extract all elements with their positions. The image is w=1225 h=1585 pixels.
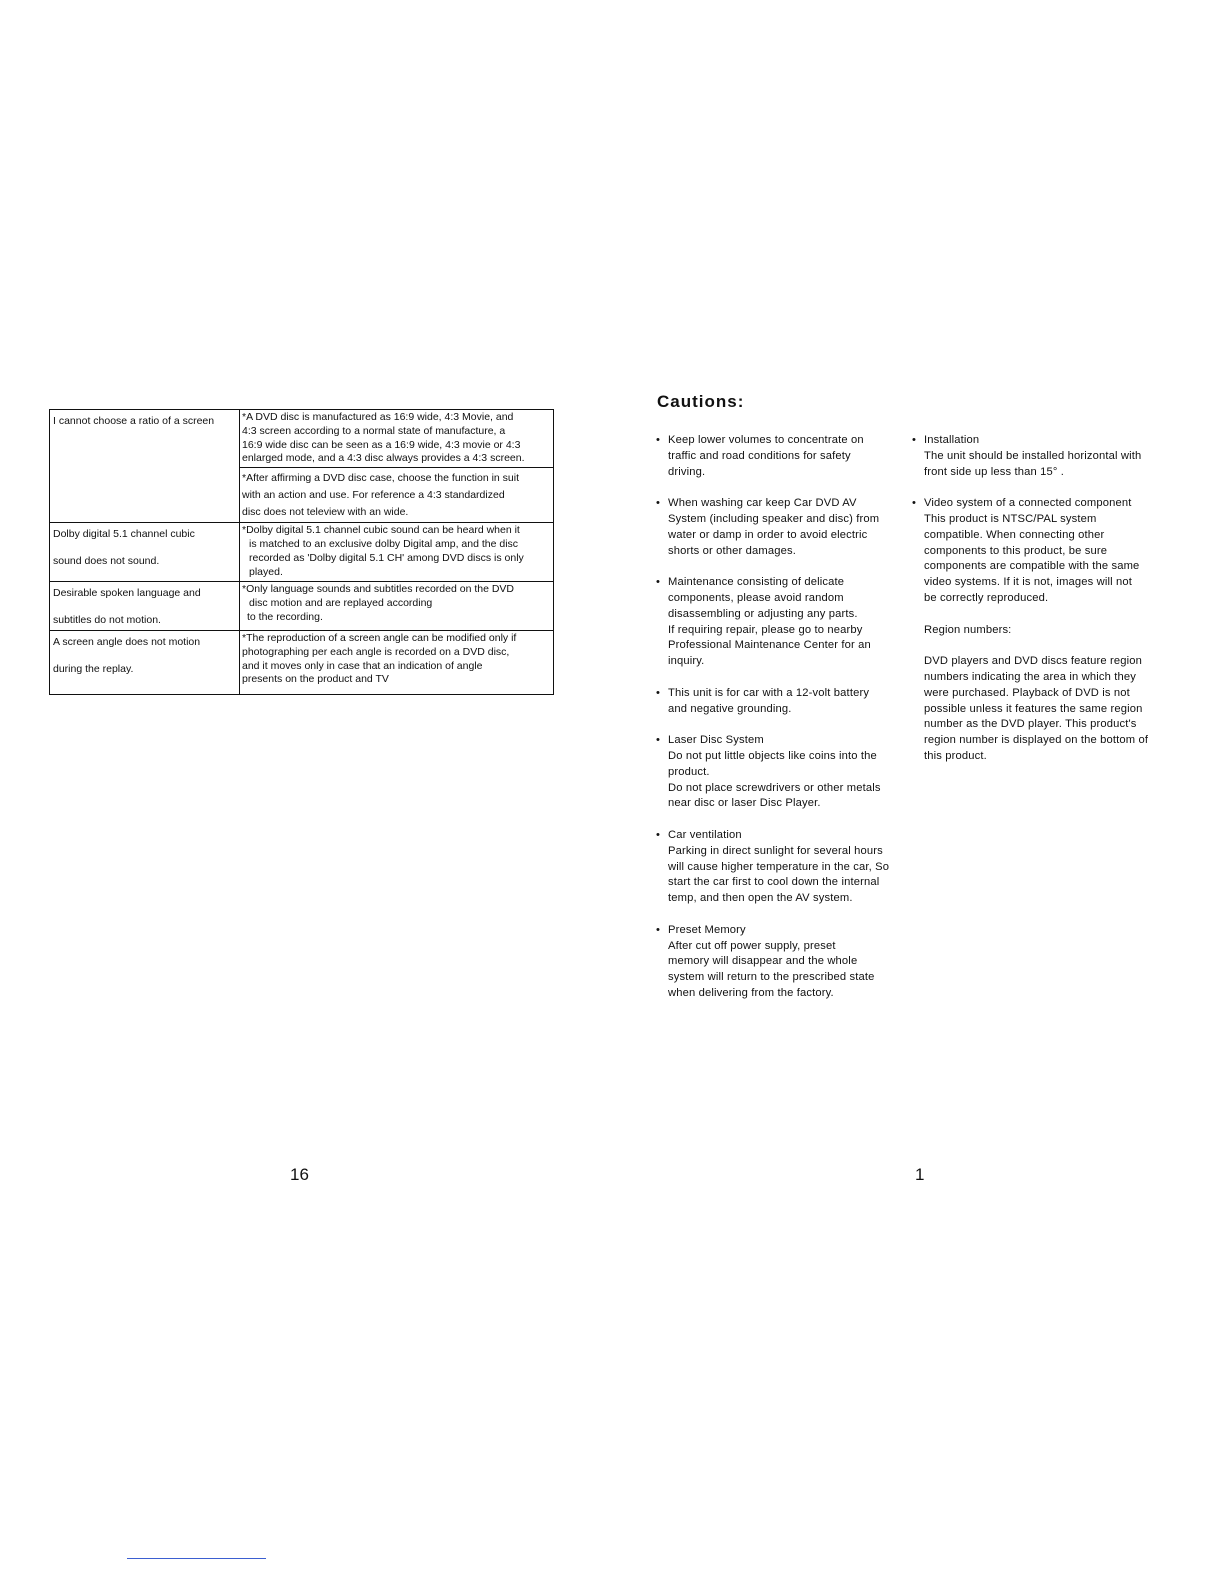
problem-cell <box>50 523 240 582</box>
list-item-line: traffic and road conditions for safety <box>668 449 851 462</box>
list-item <box>912 496 1184 607</box>
list-item-line: System (including speaker and disc) from <box>668 512 880 525</box>
problem-text: subtitles do not motion. <box>53 614 161 627</box>
solution-line: *After affirming a DVD disc case, choose the function in suit <box>242 472 520 485</box>
bullet-icon: • <box>656 734 661 747</box>
list-item-line: Video system of a connected component <box>924 497 1132 510</box>
problem-text: A screen angle does not motion <box>53 635 201 648</box>
list-item-line: After cut off power supply, preset <box>668 939 836 952</box>
list-item-line: possible unless it features the same region <box>924 702 1143 715</box>
list-item-line: components to this product, be sure <box>924 544 1108 557</box>
list-item-line: Preset Memory <box>668 923 746 936</box>
list-item-line: disassembling or adjusting any parts. <box>668 607 858 620</box>
right-page <box>612 0 1225 1585</box>
solution-line: and it moves only in case that an indication of angle <box>242 659 483 672</box>
list-item-line: Do not put little objects like coins into the <box>668 749 877 762</box>
cautions-column-right <box>912 433 1184 781</box>
solution-line: 16:9 wide disc can be seen as a 16:9 wide, 4:3 movie or 4:3 <box>242 438 521 451</box>
page-title: Cautions: <box>657 392 745 411</box>
list-item-line: be correctly reproduced. <box>924 591 1049 604</box>
bullet-icon: • <box>656 686 661 699</box>
solution-line: enlarged mode, and a 4:3 disc always provides a 4:3 screen. <box>242 452 525 465</box>
list-item-line: Installation <box>924 434 980 446</box>
bullet-icon: • <box>912 434 917 446</box>
list-item <box>912 433 1184 480</box>
list-item-line: water or damp in order to avoid electric <box>668 528 868 541</box>
bullet-icon: • <box>656 497 661 510</box>
solution-line: presents on the product and TV <box>242 673 389 686</box>
list-item-line: This unit is for car with a 12-volt battery <box>668 686 870 699</box>
bullet-icon: • <box>656 576 661 589</box>
list-item-line: Car ventilation <box>668 828 742 841</box>
table-row <box>50 410 554 523</box>
list-item-line: number as the DVD player. This product's <box>924 718 1137 731</box>
list-item <box>656 433 918 480</box>
list-item-line: This product is NTSC/PAL system <box>924 512 1097 525</box>
list-item-line: numbers indicating the area in which they <box>924 670 1136 683</box>
solution-cell <box>240 410 554 523</box>
solution-cell <box>240 523 554 582</box>
solution-line: *Only language sounds and subtitles recorded on the DVD <box>242 583 515 596</box>
bullet-icon: • <box>656 828 661 841</box>
page-number: 1 <box>915 1165 925 1184</box>
list-item-line: Region numbers: <box>924 623 1012 636</box>
solution-cell <box>240 630 554 694</box>
list-item-line: temp, and then open the AV system. <box>668 892 853 905</box>
list-item <box>656 686 918 718</box>
page-number: 16 <box>290 1165 309 1184</box>
list-item-line: DVD players and DVD discs feature region <box>924 655 1143 668</box>
list-item-line: near disc or laser Disc Player. <box>668 797 821 810</box>
list-item-line: product. <box>668 765 710 778</box>
solution-block <box>240 410 553 468</box>
solution-line: to the recording. <box>247 610 323 623</box>
list-item-line: region number is displayed on the bottom of <box>924 734 1149 747</box>
problem-cell <box>50 582 240 631</box>
list-item-line: when delivering from the factory. <box>668 986 834 999</box>
list-item <box>656 733 918 812</box>
solution-line: recorded as 'Dolby digital 5.1 CH' among DVD discs is only <box>249 551 524 564</box>
list-item-line: compatible. When connecting other <box>924 528 1105 541</box>
solution-line: with an action and use. For reference a 4:3 standardized <box>242 489 505 502</box>
list-item-line: and negative grounding. <box>668 702 792 715</box>
list-item <box>656 496 918 559</box>
list-item-line: were purchased. Playback of DVD is not <box>924 686 1130 699</box>
cautions-column-left <box>656 433 918 1017</box>
solution-line: photographing per each angle is recorded on a DVD disc, <box>242 645 510 658</box>
list-item-line: inquiry. <box>668 655 705 668</box>
region-numbers-heading <box>912 623 1184 639</box>
solution-line: disc does not teleview with an wide. <box>242 506 409 519</box>
table-row <box>50 630 554 694</box>
problem-text: Desirable spoken language and <box>53 587 201 600</box>
solution-line: *Dolby digital 5.1 channel cubic sound can be heard when it <box>242 524 520 537</box>
list-item-line: this product. <box>924 749 987 762</box>
troubleshooting-table <box>49 409 554 695</box>
list-item-line: video systems. If it is not, images will not <box>924 576 1133 589</box>
list-item-line: Maintenance consisting of delicate <box>668 576 845 589</box>
list-item-line: shorts or other damages. <box>668 544 796 557</box>
list-item-line: will cause higher temperature in the car, So <box>668 860 890 873</box>
list-item-line: components are compatible with the same <box>924 560 1140 573</box>
solution-line: is matched to an exclusive dolby Digital amp, and the disc <box>249 537 519 550</box>
list-item-line: front side up less than 15° . <box>924 465 1065 478</box>
list-item-line: system will return to the prescribed state <box>668 971 875 984</box>
list-item-line: The unit should be installed horizontal with <box>924 449 1142 462</box>
bullet-icon: • <box>912 497 917 510</box>
problem-text: Dolby digital 5.1 channel cubic <box>53 528 195 541</box>
problem-cell <box>50 630 240 694</box>
list-item-line: driving. <box>668 465 706 478</box>
solution-line: 4:3 screen according to a normal state of manufacture, a <box>242 424 506 437</box>
list-item <box>656 575 918 670</box>
list-item-line: Do not place screwdrivers or other metals <box>668 781 881 794</box>
list-item-line: When washing car keep Car DVD AV <box>668 497 857 510</box>
problem-cell <box>50 410 240 523</box>
problem-text: I cannot choose a ratio of a screen <box>53 415 215 427</box>
table-row <box>50 523 554 582</box>
table-row <box>50 582 554 631</box>
list-item-line: Parking in direct sunlight for several hours <box>668 844 883 857</box>
problem-text: sound does not sound. <box>53 554 160 567</box>
solution-line: *A DVD disc is manufactured as 16:9 wide, 4:3 Movie, and <box>242 411 514 423</box>
list-item <box>656 828 918 907</box>
left-page <box>0 0 612 1585</box>
solution-block <box>240 468 553 522</box>
list-item-line: start the car first to cool down the internal <box>668 876 880 889</box>
list-item-line: memory will disappear and the whole <box>668 955 858 968</box>
bullet-icon: • <box>656 434 661 446</box>
bullet-icon: • <box>656 923 661 936</box>
list-item-line: components, please avoid random <box>668 591 844 604</box>
region-numbers-text <box>912 654 1184 765</box>
solution-line: disc motion and are replayed according <box>249 597 433 610</box>
problem-text: during the replay. <box>53 662 134 675</box>
list-item-line: Professional Maintenance Center for an <box>668 639 871 652</box>
solution-cell <box>240 582 554 631</box>
list-item <box>656 923 918 1002</box>
list-item-line: Keep lower volumes to concentrate on <box>668 434 864 446</box>
solution-line: *The reproduction of a screen angle can be modified only if <box>242 631 517 644</box>
solution-line: played. <box>249 565 283 578</box>
list-item-line: Laser Disc System <box>668 734 764 747</box>
list-item-line: If requiring repair, please go to nearby <box>668 623 863 636</box>
divider <box>127 1558 266 1559</box>
